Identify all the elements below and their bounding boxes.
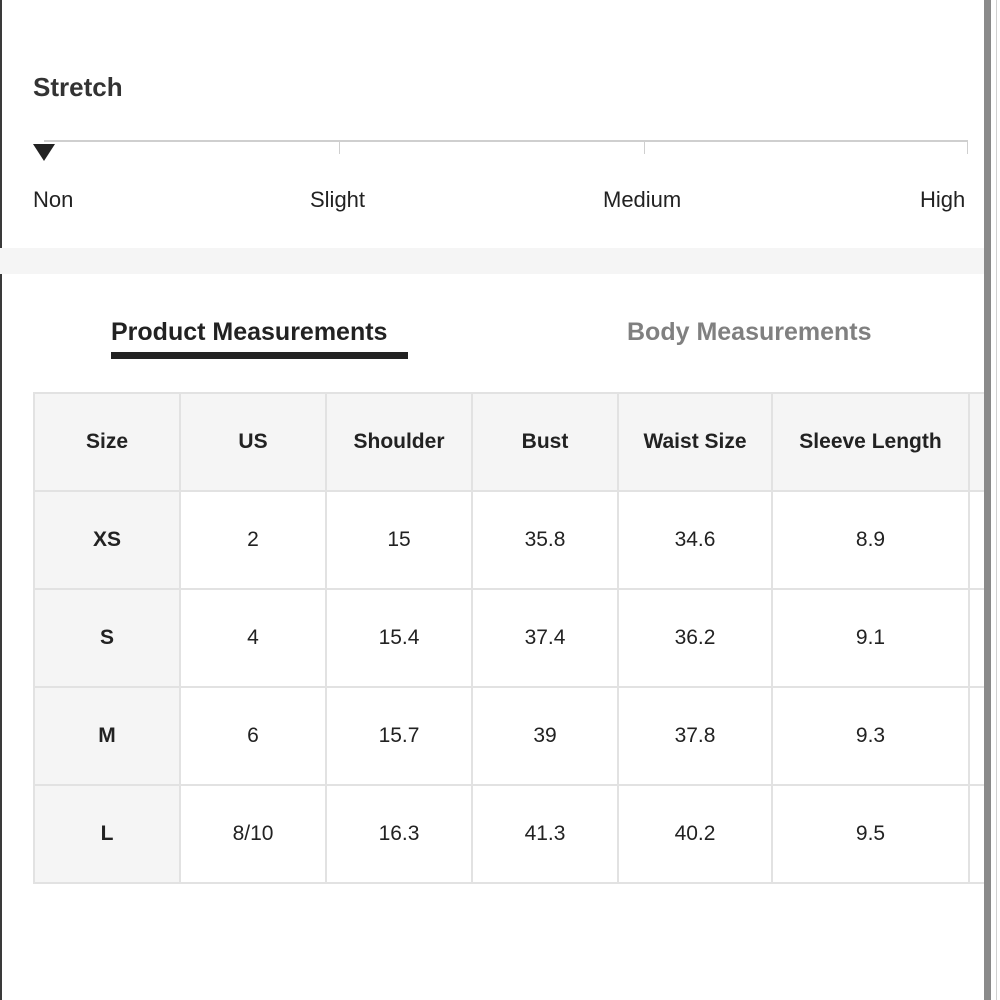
column-header: US (180, 393, 326, 491)
column-header: Waist Size (618, 393, 772, 491)
tab-body-measurements[interactable]: Body Measurements (627, 318, 872, 346)
section-divider (0, 248, 984, 274)
column-header: Size (34, 393, 180, 491)
table-cell: 39 (472, 687, 618, 785)
table-cell: 9.1 (772, 589, 969, 687)
size-chart-table (33, 392, 1000, 884)
stretch-scale-tick (967, 142, 968, 154)
table-row (34, 491, 1000, 589)
table-row (34, 785, 1000, 883)
table-cell: 35.8 (472, 491, 618, 589)
table-row (34, 687, 1000, 785)
size-cell: L (34, 785, 180, 883)
stretch-level-non: Non (33, 187, 74, 212)
table-cell: 16.3 (326, 785, 472, 883)
stretch-level-medium: Medium (603, 187, 682, 212)
column-header: Shoulder (326, 393, 472, 491)
table-cell: 15 (326, 491, 472, 589)
table-row (34, 589, 1000, 687)
table-cell: 15.4 (326, 589, 472, 687)
stretch-level-slight: Slight (310, 187, 366, 212)
table-cell: 4 (180, 589, 326, 687)
table-cell: 36.2 (618, 589, 772, 687)
table-cell: 9.5 (772, 785, 969, 883)
table-cell: 9.3 (772, 687, 969, 785)
table-cell: 15.7 (326, 687, 472, 785)
page-left-border (0, 0, 2, 1000)
tab-product-measurements[interactable]: Product Measurements (111, 318, 388, 346)
table-cell: 6 (180, 687, 326, 785)
right-edge-divider (996, 0, 997, 1000)
size-cell: XS (34, 491, 180, 589)
table-cell: 8/10 (180, 785, 326, 883)
table-header-row (34, 393, 1000, 491)
column-header: Sleeve Length (772, 393, 969, 491)
stretch-scale-tick (644, 142, 645, 154)
table-cell: 37.4 (472, 589, 618, 687)
size-cell: M (34, 687, 180, 785)
table-cell: 40.2 (618, 785, 772, 883)
stretch-scale-tick (339, 142, 340, 154)
table-cell: 8.9 (772, 491, 969, 589)
scrollbar[interactable] (984, 0, 991, 1000)
active-tab-underline (111, 352, 408, 359)
stretch-title: Stretch (33, 72, 123, 102)
stretch-level-high: High (920, 187, 966, 212)
table-cell: 41.3 (472, 785, 618, 883)
stretch-indicator-icon (33, 144, 55, 161)
size-chart-table-container[interactable] (33, 392, 1000, 892)
size-cell: S (34, 589, 180, 687)
table-cell: 37.8 (618, 687, 772, 785)
table-cell: 2 (180, 491, 326, 589)
stretch-scale-track (44, 140, 968, 142)
column-header: Bust (472, 393, 618, 491)
table-cell: 34.6 (618, 491, 772, 589)
